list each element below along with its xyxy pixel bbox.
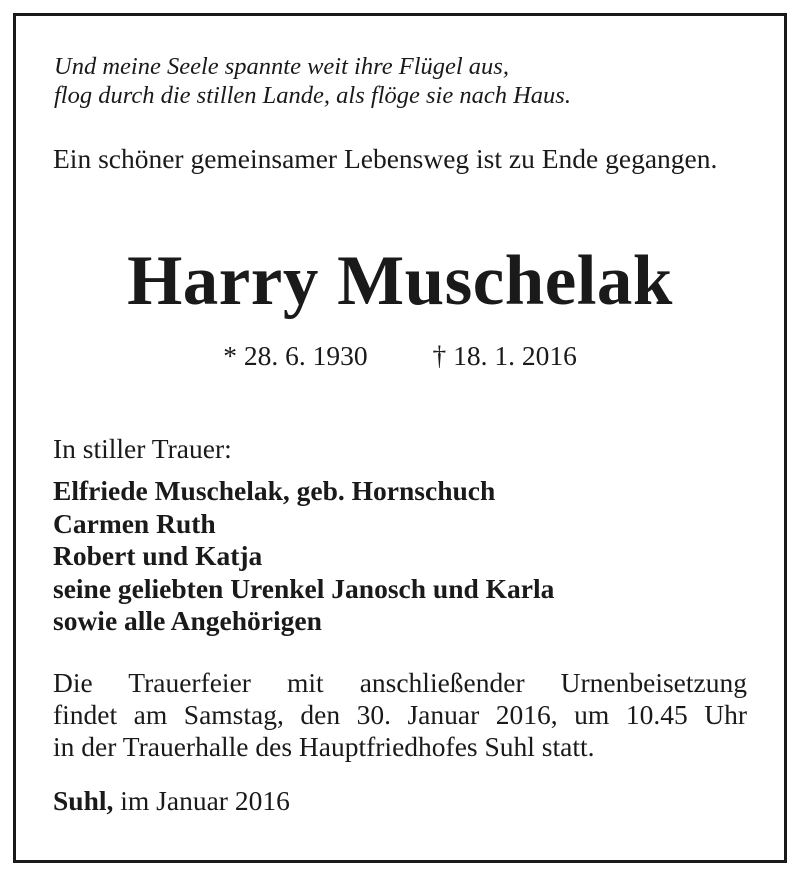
mourners-list xyxy=(53,475,753,638)
poem-line-2: flog durch die stillen Lande, als flöge sie nach Haus. xyxy=(54,82,571,109)
death-date: † 18. 1. 2016 xyxy=(432,340,577,371)
poem-verse xyxy=(54,52,754,110)
mourners-label: In stiller Trauer: xyxy=(53,433,232,464)
mourner-name: Elfriede Muschelak, geb. Hornschuch xyxy=(53,475,496,506)
mourner-name: Carmen Ruth xyxy=(53,507,216,539)
signoff xyxy=(53,785,290,817)
birth-date: * 28. 6. 1930 xyxy=(223,340,368,371)
ceremony-line-3: in der Trauerhalle des Hauptfriedhofes Suhl statt. xyxy=(53,731,595,762)
mourner-name: seine geliebten Urenkel Janosch und Karla xyxy=(53,572,555,604)
poem-line-1: Und meine Seele spannte weit ihre Flügel aus, xyxy=(54,53,509,80)
signoff-date: im Januar 2016 xyxy=(120,785,290,816)
mourner-name: Robert und Katja xyxy=(53,540,263,571)
ceremony-info xyxy=(53,667,747,763)
life-dates xyxy=(0,340,800,372)
intro-text: Ein schöner gemeinsamer Lebensweg ist zu Ende gegangen. xyxy=(53,143,718,174)
mourner-name: sowie alle Angehörigen xyxy=(53,605,322,636)
ceremony-line-1: Die Trauerfeier mit anschließender Urnenbeisetzung xyxy=(53,667,747,698)
ceremony-line-2: findet am Samstag, den 30. Januar 2016, um 10.45 Uhr xyxy=(53,699,747,730)
deceased-name: Harry Muschelak xyxy=(127,242,673,320)
signoff-place: Suhl, xyxy=(53,785,114,816)
